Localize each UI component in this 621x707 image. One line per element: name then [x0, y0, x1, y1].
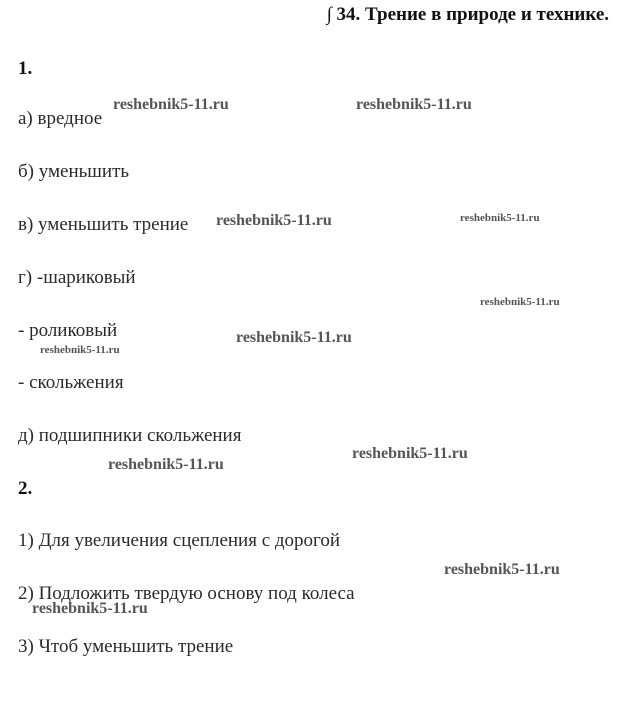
watermark: reshebnik5-11.ru: [113, 96, 229, 113]
answer-line: д) подшипники скольжения: [18, 425, 242, 446]
answer-line: - скольжения: [18, 372, 124, 393]
answer-line: г) -шариковый: [18, 267, 136, 288]
section-2-number: 2.: [18, 478, 33, 499]
watermark: reshebnik5-11.ru: [460, 212, 540, 224]
answer-line: б) уменьшить: [18, 161, 130, 182]
watermark: reshebnik5-11.ru: [444, 561, 560, 578]
answer-line: а) вредное: [18, 108, 103, 129]
watermark: reshebnik5-11.ru: [236, 329, 352, 346]
watermark: reshebnik5-11.ru: [480, 296, 560, 308]
watermark: reshebnik5-11.ru: [32, 600, 148, 617]
answer-line: в) уменьшить трение: [18, 214, 189, 235]
watermark: reshebnik5-11.ru: [356, 96, 472, 113]
answer-line: 1) Для увеличения сцепления с дорогой: [18, 530, 341, 551]
watermark: reshebnik5-11.ru: [40, 344, 120, 356]
page-title: ∫ 34. Трение в природе и технике.: [326, 4, 609, 25]
answer-line: 2) Подложить твердую основу под колеса: [18, 583, 355, 604]
watermark: reshebnik5-11.ru: [352, 445, 468, 462]
answer-line: - роликовый: [18, 320, 118, 341]
watermark: reshebnik5-11.ru: [216, 212, 332, 229]
section-1-number: 1.: [18, 58, 33, 79]
watermark: reshebnik5-11.ru: [108, 456, 224, 473]
answer-line: 3) Чтоб уменьшить трение: [18, 636, 234, 657]
